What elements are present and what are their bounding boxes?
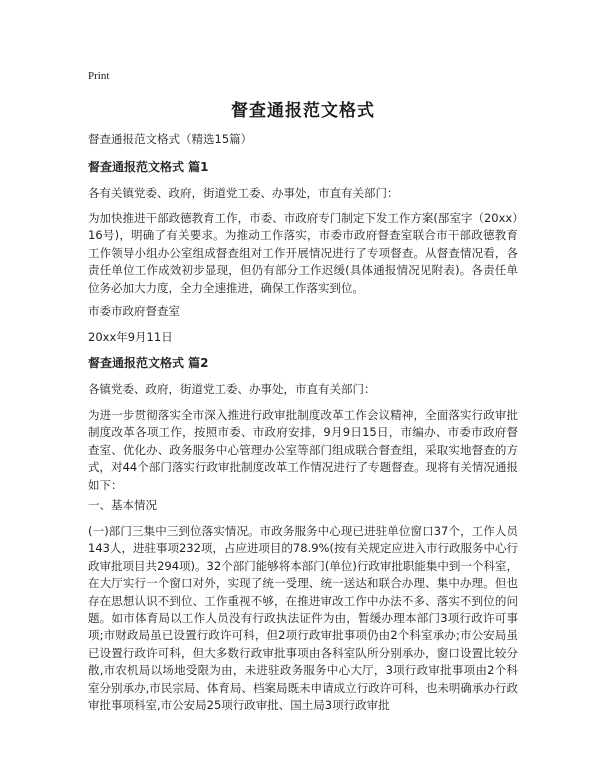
section-1-date: 20xx年9月11日 [88, 330, 173, 344]
section-1-signature: 市委市政府督查室 [88, 304, 180, 318]
section-2-detail: (一)部门三集中三到位落实情况。市政务服务中心现已进驻单位窗口37个，工作人员143人，进驻事项232项，占应进项目的78.9%(按有关规定应进入市行政服务中心行政审批项目共294项)。32个部门能够将本部门(单位)行政审批职能集中到一个科室，在大厅实行一个窗口对外，实现了统一受理、统一送达和联合办理、集中办理。但也存在思想认识不到位、工作重视不够，在推进审改工作中办法不多、落实不到位的问题。如市体育局以工作人员没有行政执法证件为由，暂缓办理本部门3项行政许可事项;市财政局虽已设置行政许可科，但2项行政审批事项仍由2个科室承办;市公安局虽已设置行政许可科，但大多数行政审批事项由各科室队所分别承办，窗口设置比较分散,市农机局以场地受限为由，未进驻政务服务中心大厅，3项行政审批事项由2个科室分别承办,市民宗局、体育局、档案局既未申请成立行政许可科，也未明确承办行政审批事项科室,市公安局25项行政审批、国土局3项行政审批 [88, 524, 518, 713]
document-subtitle: 督查通报范文格式（精选15篇） [88, 132, 253, 146]
section-2-salutation: 各镇党委、政府，街道党工委、办事处，市直有关部门： [88, 382, 376, 396]
section-1-heading: 督查通报范文格式 篇1 [88, 160, 209, 174]
print-label: Print [88, 70, 110, 82]
section-1-salutation: 各有关镇党委、政府，街道党工委、办事处，市直有关部门： [88, 186, 399, 200]
section-1-body: 为加快推进干部政德教育工作，市委、市政府专门制定下发工作方案(郚室字（20xx）16号)，明确了有关要求。为推动工作落实，市委市政府督查室联合市干部政德教育工作领导小组办公室组成督查组对工作开展情况进行了专项督查。从督查情况看，各责任单位工作成效初步显现，但仍有部分工作迟缓(具体通报情况见附表)。各责任单位务必加大力度，全力全速推进，确保工作落实到位。 [88, 211, 518, 295]
section-2-subheading: 一、基本情况 [88, 498, 157, 512]
section-2-body: 为进一步贯彻落实全市深入推进行政审批制度改革工作会议精神，全面落实行政审批制度改革各项工作，按照市委、市政府安排，9月9日15日，市编办、市委市政府督查室、优化办、政务服务中心管理办公室等部门组成联合督查组，采取实地督查的方式，对44个部门落实行政审批制度改革工作情况进行了专题督查。现将有关情况通报如下： [88, 408, 518, 492]
document-title: 督查通报范文格式 [231, 101, 375, 121]
section-2-heading: 督查通报范文格式 篇2 [88, 356, 209, 370]
